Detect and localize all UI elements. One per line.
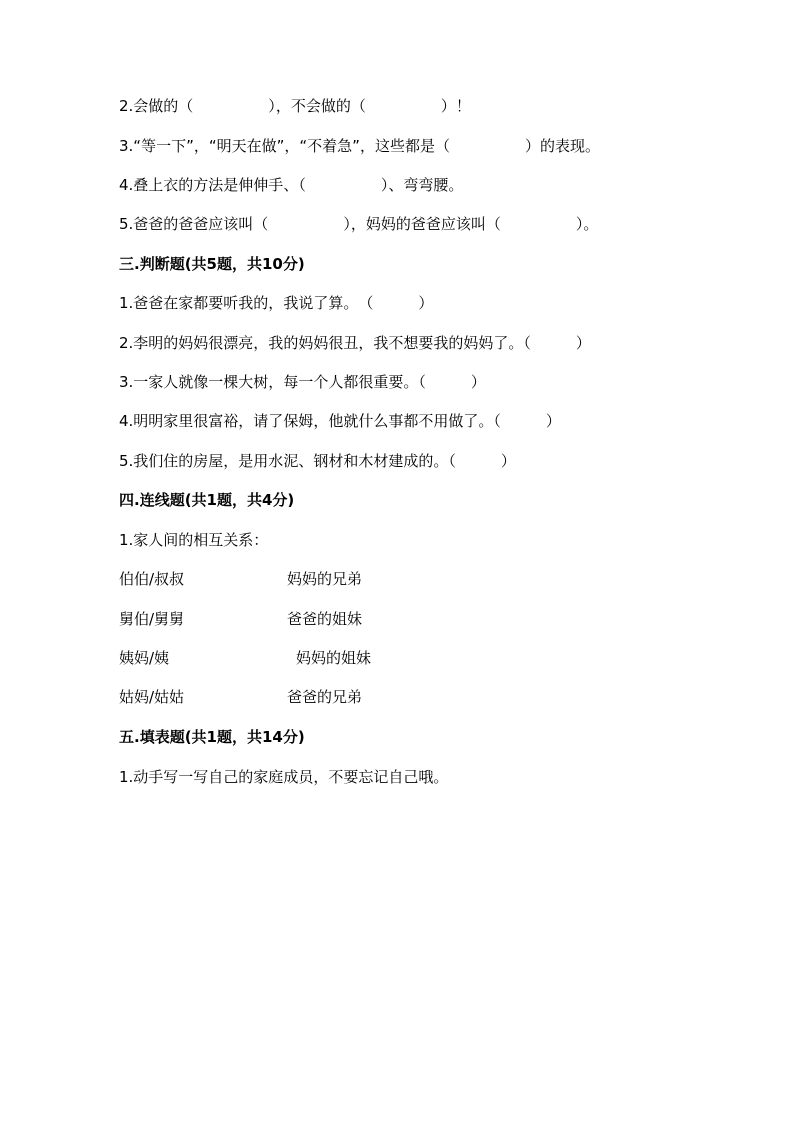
judge-item-2: 2.李明的妈妈很漂亮，我的妈妈很丑，我不想要我的妈妈了。（ ） [119, 334, 591, 352]
fill-blank-item-3: 3.“等一下”，“明天在做”，“不着急”，这些都是（ ）的表现。 [119, 137, 600, 155]
fill-blank-item-4: 4.叠上衣的方法是伸伸手、（ ）、弯弯腰。 [119, 176, 464, 194]
judge-item-5: 5.我们住的房屋，是用水泥、钢材和木材建成的。（ ） [119, 452, 516, 470]
match-right-item-1: 妈妈的兄弟 [287, 570, 363, 588]
section-3-title: 三.判断题(共5题，共10分) [119, 255, 305, 273]
match-left-item-2: 舅伯/舅舅 [119, 610, 185, 628]
judge-item-3: 3.一家人就像一棵大树，每一个人都很重要。（ ） [119, 373, 486, 391]
match-question: 1.家人间的相互关系： [119, 531, 269, 549]
fill-blank-item-2: 2.会做的（ ），不会做的（ ）！ [119, 97, 471, 115]
section-4-title: 四.连线题(共1题，共4分) [119, 491, 295, 509]
match-left-item-4: 姑妈/姑姑 [119, 688, 185, 706]
match-right-item-3: 妈妈的姐妹 [296, 649, 372, 667]
judge-item-4: 4.明明家里很富裕，请了保姆，他就什么事都不用做了。（ ） [119, 412, 561, 430]
judge-item-1: 1.爸爸在家都要听我的，我说了算。 （ ） [119, 294, 434, 312]
match-right-item-4: 爸爸的兄弟 [287, 688, 363, 706]
match-left-item-3: 姨妈/姨 [119, 649, 170, 667]
table-question: 1.动手写一写自己的家庭成员，不要忘记自己哦。 [119, 768, 449, 786]
match-right-item-2: 爸爸的姐妹 [287, 610, 363, 628]
match-left-item-1: 伯伯/叔叔 [119, 570, 185, 588]
fill-blank-item-5: 5.爸爸的爸爸应该叫（ ），妈妈的爸爸应该叫（ ）。 [119, 215, 599, 233]
section-5-title: 五.填表题(共1题，共14分) [119, 728, 305, 746]
